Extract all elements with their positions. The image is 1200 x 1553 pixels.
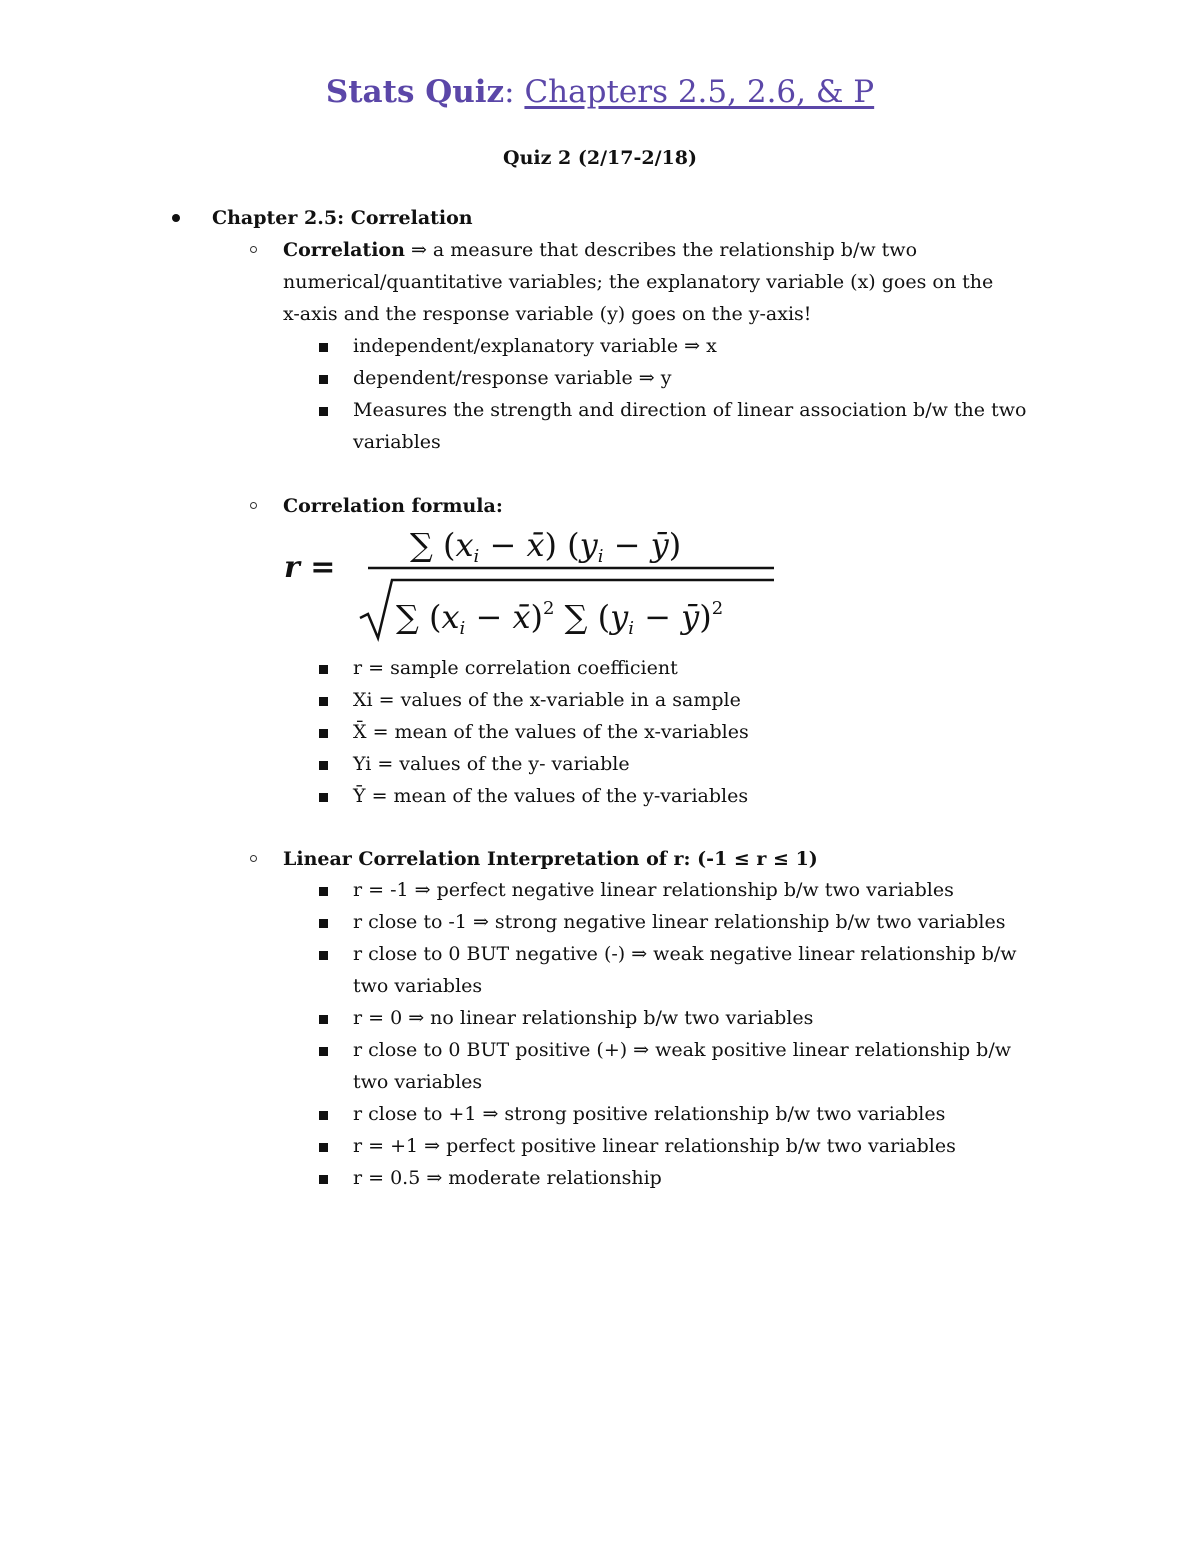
formula-numerator: ∑ (xi − x̄) (yi − ȳ): [410, 526, 682, 567]
bullet-square: [319, 887, 328, 896]
list-item: independent/explanatory variable ⇒ x: [353, 335, 717, 357]
list-item: r = 0.5 ⇒ moderate relationship: [353, 1167, 662, 1189]
correlation-definition-line1: [283, 234, 917, 266]
list-item: r close to +1 ⇒ strong positive relationship b/w two variables: [353, 1103, 946, 1125]
bullet-square: [319, 1047, 328, 1056]
list-item: dependent/response variable ⇒ y: [353, 367, 672, 389]
list-item: r close to 0 BUT positive (+) ⇒ weak positive linear relationship b/w: [353, 1039, 1011, 1061]
list-item: Ȳ = mean of the values of the y-variables: [353, 785, 749, 807]
correlation-definition-line2: numerical/quantitative variables; the explanatory variable (x) goes on the: [283, 271, 994, 293]
list-item: r = 0 ⇒ no linear relationship b/w two variables: [353, 1007, 814, 1029]
chapter-heading: Chapter 2.5: Correlation: [212, 207, 473, 229]
correlation-formula: [280, 520, 780, 645]
list-item: r = sample correlation coefficient: [353, 657, 678, 679]
bullet-square: [319, 665, 328, 674]
bullet-square: [319, 761, 328, 770]
bullet-square: [319, 343, 328, 352]
list-item: Xi = values of the x-variable in a sample: [353, 689, 741, 711]
bullet-circle: [250, 246, 257, 253]
list-item: r = -1 ⇒ perfect negative linear relationship b/w two variables: [353, 879, 954, 901]
bullet-square: [319, 793, 328, 802]
formula-denominator: ∑ (xi − x̄)$^2$ ∑ (yi − ȳ)$^2$: [396, 598, 724, 639]
list-item: Measures the strength and direction of linear association b/w the two: [353, 399, 1027, 421]
title-chapters-link[interactable]: Chapters 2.5, 2.6, & P: [524, 74, 875, 110]
list-item: r close to -1 ⇒ strong negative linear relationship b/w two variables: [353, 911, 1006, 933]
formula-heading: Correlation formula:: [283, 495, 503, 517]
quiz-subtitle: Quiz 2 (2/17-2/18): [503, 147, 697, 169]
correlation-def-text1: ⇒ a measure that describes the relationship b/w two: [404, 239, 918, 261]
bullet-square: [319, 1015, 328, 1024]
bullet-square: [319, 919, 328, 928]
page-title: [0, 70, 1200, 114]
bullet-circle: [250, 502, 257, 509]
bullet-square: [319, 1143, 328, 1152]
formula-lhs: r =: [284, 550, 336, 585]
list-item: r = +1 ⇒ perfect positive linear relationship b/w two variables: [353, 1135, 956, 1157]
title-separator: :: [504, 74, 525, 110]
bullet-square: [319, 1175, 328, 1184]
correlation-definition-line3: x-axis and the response variable (y) goes on the y-axis!: [283, 303, 812, 325]
bullet-dot: [172, 214, 180, 222]
interpretation-heading: Linear Correlation Interpretation of r: (-1 ≤ r ≤ 1): [283, 848, 818, 870]
list-item-continuation: variables: [353, 431, 441, 453]
title-bold: Stats Quiz: [325, 74, 505, 110]
list-item: r close to 0 BUT negative (-) ⇒ weak negative linear relationship b/w: [353, 943, 1017, 965]
list-item-continuation: two variables: [353, 1071, 483, 1093]
bullet-circle: [250, 855, 257, 862]
list-item-continuation: two variables: [353, 975, 483, 997]
bullet-square: [319, 1111, 328, 1120]
list-item: Yi = values of the y- variable: [353, 753, 630, 775]
bullet-square: [319, 729, 328, 738]
correlation-term: Correlation: [283, 239, 405, 261]
list-item: X̄ = mean of the values of the x-variables: [353, 721, 749, 743]
bullet-square: [319, 407, 328, 416]
bullet-square: [319, 951, 328, 960]
bullet-square: [319, 697, 328, 706]
bullet-square: [319, 375, 328, 384]
